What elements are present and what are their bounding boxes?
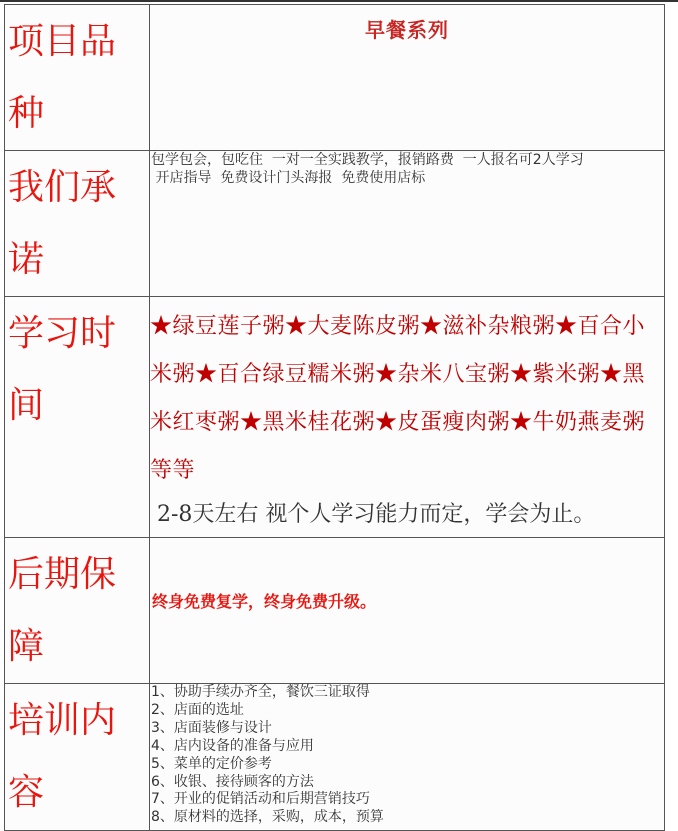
guarantee-text: 终身免费复学，终身免费升级。 — [152, 592, 377, 611]
list-item: 8、原材料的选择，采购，成本，预算 — [151, 809, 384, 826]
row-label-project: 项目品种 — [5, 5, 150, 151]
list-item: 5、菜单的定价参考 — [151, 755, 272, 772]
guarantee-cell — [150, 538, 665, 684]
table-row — [5, 151, 665, 297]
list-item: 7、开业的促销活动和后期营销技巧 — [151, 791, 370, 808]
row-label-guarantee: 后期保障 — [5, 538, 150, 684]
promise-cell — [150, 151, 665, 297]
promise-line-2: 开店指导 免费设计门头海报 免费使用店标 — [151, 170, 426, 186]
row-label-study-time: 学习时间 — [5, 297, 150, 538]
promise-line-1: 包学包会，包吃住 一对一全实践教学，报销路费 一人报名可2人学习 — [151, 152, 584, 168]
list-item: 1、协助手续办齐全，餐饮三证取得 — [151, 684, 370, 700]
list-item: 6、收银、接待顾客的方法 — [151, 773, 314, 790]
title-cell — [150, 5, 665, 151]
table-row — [5, 684, 665, 831]
list-item: 3、店面装修与设计 — [151, 719, 272, 736]
training-list — [150, 684, 664, 827]
top-border — [0, 0, 678, 2]
list-item: 2、店面的选址 — [151, 701, 244, 718]
table-row — [5, 297, 665, 538]
study-cell — [150, 297, 665, 538]
row-label-training: 培训内容 — [5, 684, 150, 831]
table-row — [5, 538, 665, 684]
course-list-text: ★绿豆莲子粥★大麦陈皮粥★滋补杂粮粥★百合小米粥★百合绿豆糯米粥★杂米八宝粥★紫米粥★黑米红枣粥★黑米桂花粥★皮蛋瘦肉粥★牛奶燕麦粥 等等 — [150, 314, 646, 483]
row-label-promise: 我们承诺 — [5, 151, 150, 297]
duration-text: 2-8天左右 视个人学习能力而定，学会为止。 — [157, 502, 596, 527]
list-item: 4、店内设备的准备与应用 — [151, 737, 314, 754]
course-info-table — [4, 4, 665, 831]
page-title: 早餐系列 — [365, 18, 449, 42]
training-cell — [150, 684, 665, 831]
table-row — [5, 5, 665, 151]
